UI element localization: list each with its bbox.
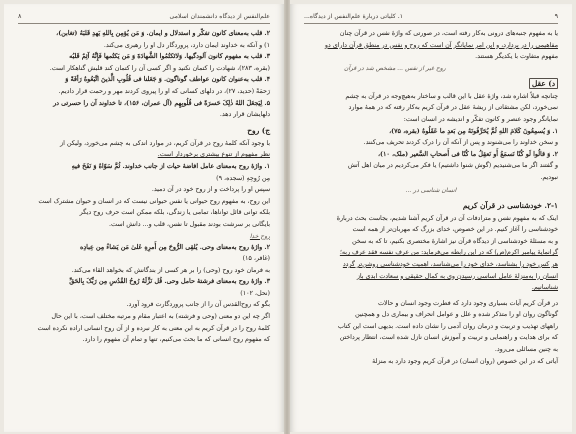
qalb-item-5-translation: دلهایشان قرار دهد.: [219, 111, 270, 119]
section-paragraph-4: گرانمایهٔ پیامبر اکرم(ص) که در این رابطه می‌فرماید: من عرف نفسه فقد عرف ربه؛: [339, 249, 558, 257]
heading-aql: [304, 78, 558, 90]
ruh-intro-1: با وجود آنکه کلمهٔ روح در قرآن کریم، در موارد اندکی به چشم می‌خورد، ولیکن از: [60, 139, 270, 147]
aql-item-2-translation: و گفتند اگر ما می‌شنیدیم (گوش شنوا داشتیم) یا فکر می‌کردیم در میان اهل آتش: [347, 162, 558, 170]
qalb-item-2-translation: ۱) و آنکه به خداوند ایمان دارد، پروردگار دل او را رهبری می‌کند.: [103, 41, 270, 49]
section-paragraph-5: هر کس خود را بشناسد، خدای خود را می‌شناسد، اهمیت خودشناسی روشن‌تر گردد: [342, 260, 558, 268]
right-running-head: [304, 12, 558, 24]
ruh-item-3-translation: بگو که روح‌القدس آن را از جانب پروردگارت فرود آورد.: [126, 301, 270, 309]
aql-item-1: ۱. وَ یُسمِعُونَ کَلامَ اللهِ ثُمَّ یُحَرِّفُونَهُ مِن بَعدِ ما عَقَلُوهُ (بقره، ۷۵)،: [389, 127, 558, 135]
section-paragraph-12: به چنین مسائلی می‌رود.: [494, 346, 558, 354]
ruh-item-1-ref: مِن رُوحِهِ (سجده، ۹): [216, 174, 270, 182]
ruh-note-3: بایگانی بر سرشت بودند مقبول تا نفس، قلب و... دانش است.: [109, 220, 270, 228]
aql-item-1-translation: و سخن خداوند را می‌شنوند و پس از آنکه آن را درک کردند تحریف می‌کنند.: [363, 139, 558, 147]
ruh-item-1-translation: سپس او را پرداخت و از روح خود در آن دمید.: [151, 186, 270, 194]
ruh-item-3-ref: (نحل، ۱۰۲): [240, 289, 270, 297]
aql-item-2: ۲. وَ قالُوا لَو کُنّا نَسمَعُ أَو نَعقِلُ ما کُنّا فی أَصحابِ السَّعیر (ملک، ۱۰)،: [377, 150, 558, 158]
qalb-item-5: ۵. لِیَجعَلَ اللهُ ذٰلِکَ حَسرَةً فی قُلُوبِهِم (آل عمران، ۱۵۶)، تا خداوند آن را حسرتی در: [53, 99, 270, 107]
nafs-paragraph-2: مفاهیمی را در بردارد، و این امر نمایانگر آن است که روح و نفس در منطق قرآن دارای دو: [324, 41, 558, 49]
qalb-item-2: ۲. قلب به‌معنای کانون تفکّر و استدلال و ایمان. وَ مَن یُؤمِن بِاللهِ یَهدِ قَلبَهُ (تغابن)،: [56, 30, 270, 37]
heading-ruh: ج) روح: [247, 125, 270, 135]
ruh-item-2: ۲. واژهٔ روح به‌معنای وحی. یُلقِی الرُّوحَ مِن أَمرِهِ عَلیٰ مَن یَشاءُ مِن عِبادِه: [80, 243, 270, 251]
qalb-item-4-translation: رَحمَةً (حدید، ۲۷)، در دلهای کسانی که او را پیروی کردند مهر و رحمت قرار دادیم.: [58, 87, 270, 95]
nafs-paragraph-3: مفهوم متفاوت با یکدیگر هستند.: [475, 53, 558, 61]
aql-paragraph-1: چنانچه قبلاً اشاره شد، واژهٔ عقل با این قالب و ساختار به‌هیچ‌وجه در قرآن به چشم: [345, 92, 558, 100]
handwritten-note-1: روح غیر از نفس ... مشخص شد در قرآن: [344, 64, 446, 72]
ruh-item-1: ۱. واژهٔ روح به‌معنای عامل افاضهٔ حیات از جانب خداوند. ثُمَّ سَوّاهُ وَ نَفَخَ فیهِ: [71, 162, 270, 170]
nafs-paragraph-1: یا به مفهوم جنبه‌های درونی به‌کار رفته است، در صورتی که واژهٔ نفس در قرآن چنان: [339, 30, 558, 37]
section-paragraph-3: و به مسئلهٔ خودشناسی از دیدگاه قرآن نیز اشارهٔ مختصری بکنیم، تا که به سخن: [351, 237, 558, 245]
ruh-item-3: ۳. واژهٔ روح به‌معنای فرشتهٔ حامل وحی. قُل نَزَّلَهُ رُوحُ القُدُسِ مِن رَبِّکَ بِالحَقِّ: [69, 278, 270, 286]
aql-paragraph-2: نمی‌خورد، لکن مشتقاتی از ریشهٔ عقل در قرآن کریم به‌کار رفته که در همهٔ موارد: [348, 104, 558, 112]
left-page: [4, 4, 284, 432]
ruh-item-2-translation: به فرمان خود روح (وحی) را بر هر کسی از بندگانش که بخواهد القاء می‌کند.: [71, 266, 270, 274]
section-paragraph-1: اینک که به مفهوم نفس و مترادفات آن در قرآن کریم آشنا شدیم، بجاست بحث دربارهٔ: [336, 214, 558, 222]
section-paragraph-11: که برای هدایت و راهنمایی و تربیت و آموزش انسان نازل شده است، انتظار پرداختن: [339, 334, 558, 342]
right-running-title: ۱. کلیاتی دربارهٔ علم‌النفس از دیدگاه...: [304, 12, 404, 20]
left-running-head: [18, 12, 270, 24]
ruh-closing-2: کلمهٔ روح را در قرآن کریم به این معنی به کار نبرده و از آن روح انسانی اراده نکرده است: [37, 324, 270, 332]
left-page-number: ٨: [18, 12, 22, 20]
qalb-item-3: ۳. قلب به مفهوم کانون آلودگیها. وَلاتَکتُمُوا الشَّهادَةَ وَ مَن یَکتُمها فَإِنَّهُ آثِمٌ قَلبُه: [69, 53, 270, 61]
section-paragraph-6: انسان را به‌منزلهٔ عامل اساسی رسیدن وی به کمال حقیقی و سعادت ابدی باز: [356, 272, 558, 280]
right-page: [290, 4, 572, 432]
ruh-note-1: این روح، به مفهوم روح حیوانی یا نفس حیوانی نیست که در انسان و حیوان مشترک است: [38, 197, 270, 205]
section-paragraph-2: خودشناسی را آغاز کنیم. در این خصوص، خدای بزرگ که مهربان‌تر از همه است: [352, 226, 558, 234]
ruh-item-2-ref: (غافر، ۱۵): [242, 255, 270, 263]
heading-self-knowledge: ۲-۱. خودشناسی در قرآن کریم: [462, 200, 558, 210]
heading-aql-box: د) عقل: [529, 78, 558, 89]
section-paragraph-8: در قرآن کریم آیات بسیاری وجود دارد که فطرت وجود انسان و حالات: [377, 299, 558, 307]
ruh-note-2: بلکه توانی قائل تواناها، تمامی یا زندگی، بلکه ممکن است حرف روح دیگر: [79, 209, 270, 217]
section-paragraph-13: آیاتی که در این خصوص (روان انسان) در قرآن کریم وجود دارد به منزلهٔ: [372, 357, 558, 365]
qalb-item-4: ۴. قلب به‌عنوان کانون عواطف گوناگون. وَ جَعَلنا فی قُلُوبِ الَّذینَ اتَّبَعُوهُ رَأفَةً وَ: [65, 76, 270, 84]
aql-paragraph-3: نمایانگر وجود عنصر و کانون تفکّر و اندیشه در انسان است:: [403, 115, 558, 123]
section-paragraph-10: راههای تهذیب و تربیت و درمان روان آدمی را نشان داده است. بدیهی است این کتاب: [337, 322, 558, 330]
ruh-intro-2: نظر مفهوم از تنوع بیشتری برخوردار است.: [157, 151, 270, 159]
left-running-title: علم‌النفس از دیدگاه دانشمندان اسلامی: [169, 12, 270, 20]
qalb-item-3-translation: (بقره، ۲۸۳)، شهادت را کتمان نکنید و اگر کسی آن را کتمان کند قلبش گناهکار است.: [49, 64, 270, 72]
section-paragraph-7: شناسانیم.: [531, 284, 558, 292]
section-paragraph-9: گوناگون روان او را متذکر شده و علل و عوامل انحراف و بیماری دل و همچنین: [355, 311, 558, 319]
ruh-closing-3: که مفهوم روح انسانی که ما بحث می‌کنیم، تنها و تمام آن مفهوم را دارد.: [82, 336, 270, 344]
aql-item-2-translation-end: نبودیم.: [540, 173, 558, 181]
right-page-number: ٩: [554, 12, 558, 20]
ruh-closing-1: اگر چه این دو معنی (وحی و فرشته) به اعتبار مقام و مرتبه مختلف است، با این حال: [51, 313, 270, 321]
ruh-handwritten-note: روح خدا: [249, 232, 270, 240]
handwritten-note-2: انسان شناسی در ...: [405, 186, 457, 194]
